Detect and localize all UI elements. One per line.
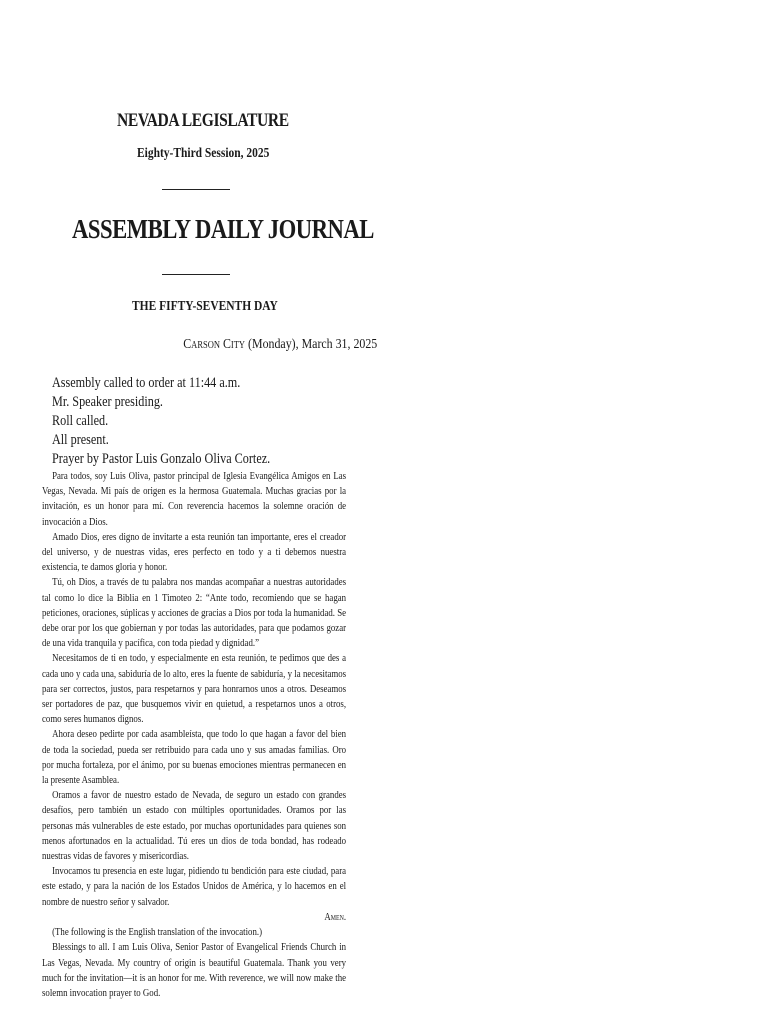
day-title: THE FIFTY-SEVENTH DAY — [132, 298, 278, 313]
proceeding-line: All present. — [52, 432, 109, 448]
proceeding-line: Assembly called to order at 11:44 a.m. — [52, 375, 241, 391]
proceeding-line: Mr. Speaker presiding. — [52, 394, 163, 410]
divider-rule — [162, 189, 230, 190]
dateline-date: (Monday), March 31, 2025 — [247, 337, 377, 352]
legislature-heading: NEVADA LEGISLATURE — [117, 110, 289, 131]
dateline — [183, 337, 377, 353]
translation-note: (The following is the English translation of the invocation.) — [52, 927, 263, 939]
proceedings-list — [52, 374, 270, 469]
divider-rule — [162, 274, 230, 275]
amen-signoff: Amen. — [324, 911, 347, 923]
prayer-paragraph: Invocamos tu presencia en este lugar, pidiendo tu bendición para este ciudad, para este estado, y para la nación de los Estados Unidos de América, y lo hacemos en el nombre de nuestro señor y salvador. — [42, 866, 347, 908]
dateline-city: Carson City — [182, 337, 245, 352]
prayer-paragraph: Necesitamos de ti en todo, y especialmente en esta reunión, te pedimos que des a cada uno y cada una, sabiduría de lo alto, eres la fuente de sabiduría, y la necesitamos para ser correctos, justos, para respetarnos y para honrarnos unos a otros. Deseamos ser portadores de paz, que busquemos vivir en quietud, a respetarnos unos a otros, como seres humanos dignos. — [42, 653, 347, 726]
prayer-paragraph: Oramos a favor de nuestro estado de Nevada, de seguro un estado con grandes desafíos, pero también un estado con múltiples oportunidades. Oramos por las personas más vulnerables de este estado, por muchas oportunidades para quienes son menos afortunados en la actualidad. Tú eres un dios de toda bondad, has rodeado nuestras vidas de favores y misericordias. — [42, 790, 347, 863]
prayer-paragraph: Amado Dios, eres digno de invitarte a esta reunión tan importante, eres el creador del universo, y de nuestras vidas, eres perfecto en todo y a ti debemos nuestra existencia, te damos gloria y honor. — [42, 531, 347, 574]
prayer-paragraph: Tú, oh Dios, a través de tu palabra nos mandas acompañar a nuestras autoridades tal como lo dice la Biblia en 1 Timoteo 2: “Ante todo, recomiendo que se hagan peticiones, oraciones, súplicas y acciones de gracias a Dios por toda la humanidad. Se debe orar por los que gobiernan y por todas las autoridades, para que podamos gozar de una vida tranquila y pacífica, con toda piedad y dignidad.” — [42, 577, 347, 650]
prayer-paragraph-english: Blessings to all. I am Luis Oliva, Senior Pastor of Evangelical Friends Church in Las Vegas, Nevada. My country of origin is beautiful Guatemala. Thank you very much for the invitation—it is an honor for me. With reverence, we will now make the solemn invocation prayer to God. — [42, 942, 347, 999]
prayer-paragraph: Ahora deseo pedirte por cada asambleísta, que todo lo que hagan a favor del bien de toda la sociedad, pueda ser retribuido para cada uno y sus amadas familias. Oro por mucha fortaleza, por el ánimo, por su buenas emociones mientras permanecen en la presente Asamblea. — [42, 729, 347, 787]
session-subheading: Eighty-Third Session, 2025 — [137, 145, 270, 160]
journal-title: ASSEMBLY DAILY JOURNAL — [72, 214, 374, 244]
prayer-text — [42, 469, 346, 1001]
proceeding-line: Roll called. — [52, 413, 109, 429]
prayer-paragraph: Para todos, soy Luis Oliva, pastor principal de Iglesia Evangélica Amigos en Las Vegas, Nevada. Mi país de origen es la hermosa Guatemala. Muchas gracias por la invitación, es un honor para mí. Con reverencia hacemos la solemne oración de invocación a Dios. — [42, 471, 347, 528]
proceeding-line: Prayer by Pastor Luis Gonzalo Oliva Cortez. — [52, 451, 271, 467]
